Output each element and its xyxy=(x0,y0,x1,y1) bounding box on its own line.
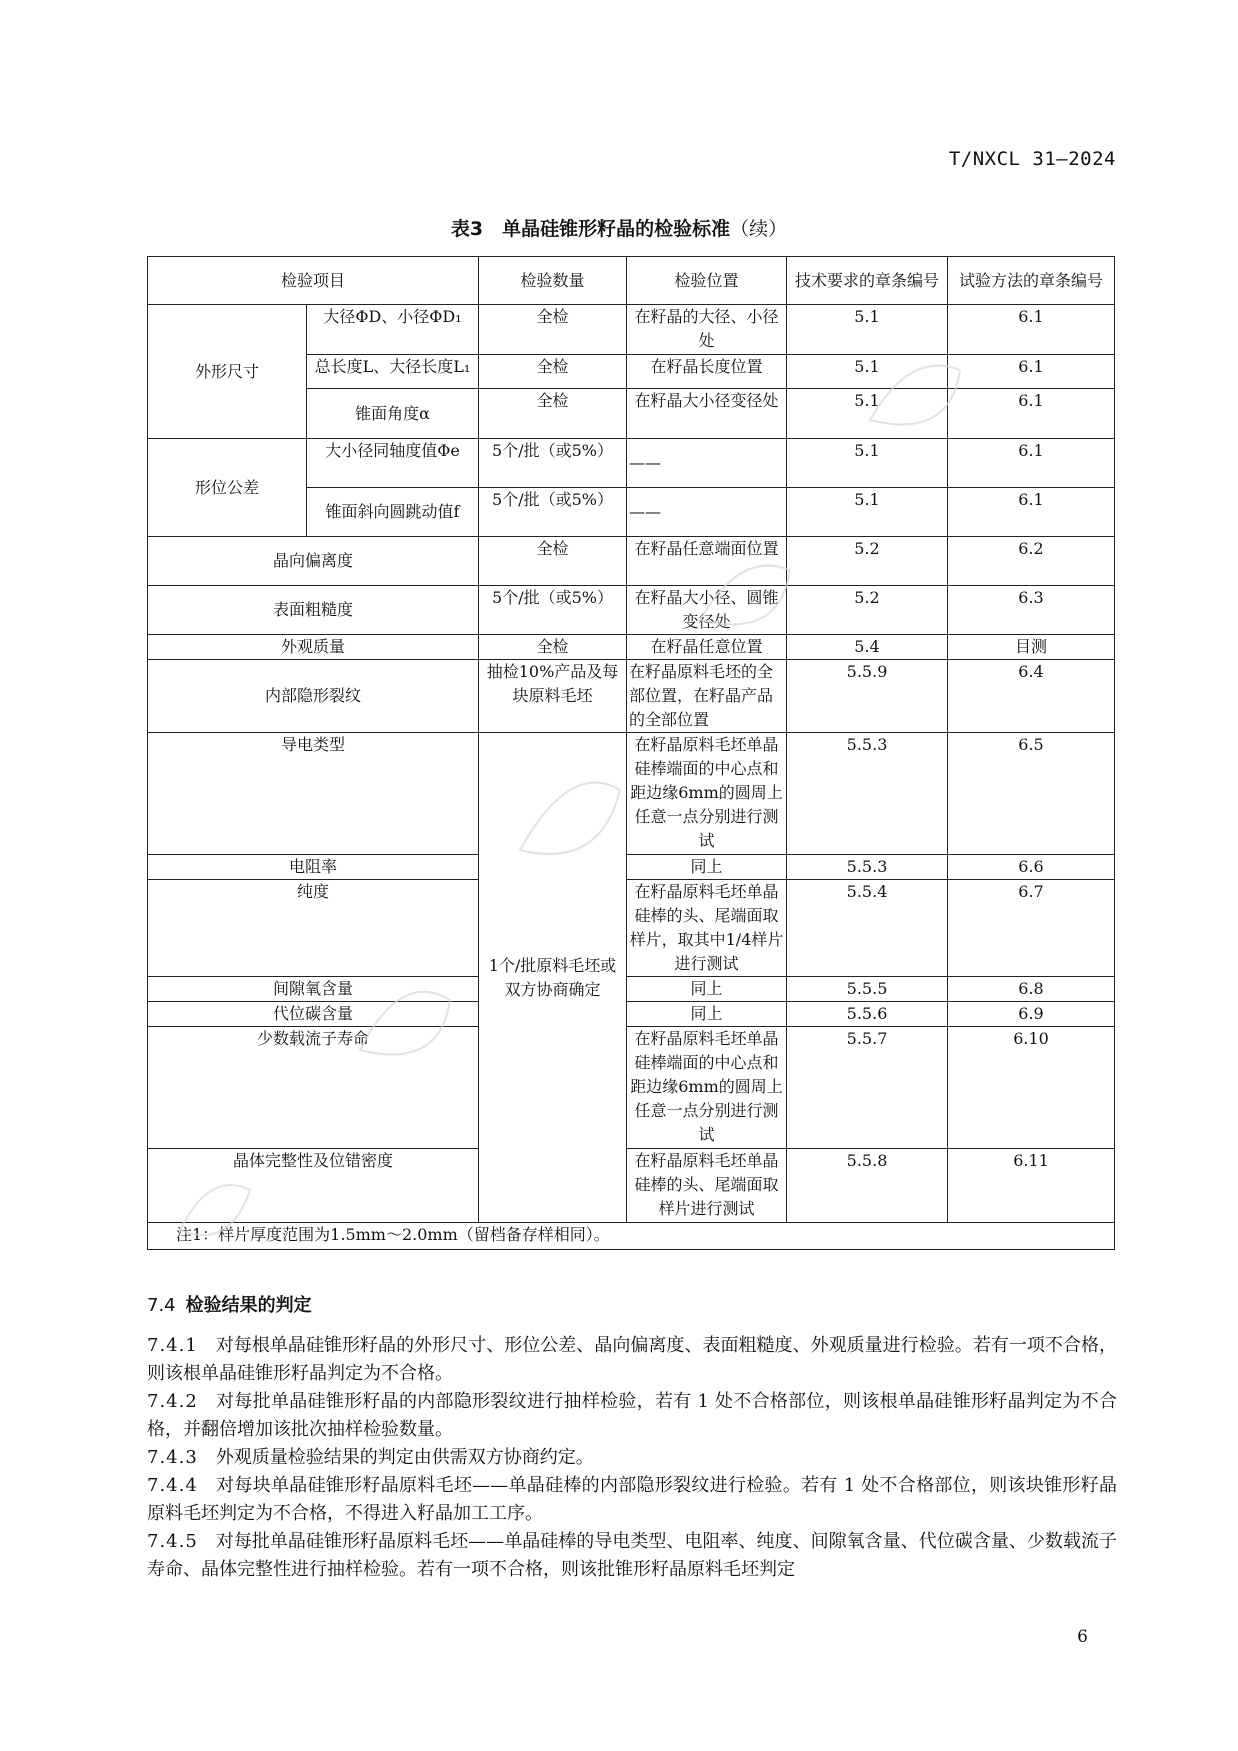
row-requirement: 5.5.9 xyxy=(787,660,948,733)
table-row xyxy=(148,439,1115,488)
table-row xyxy=(148,855,1115,880)
row-method: 6.4 xyxy=(948,660,1115,733)
row-quantity: 抽检10%产品及每块原料毛坯 xyxy=(479,660,627,733)
row-requirement: 5.5.6 xyxy=(787,1002,948,1027)
paragraph-number: 7.4.5 xyxy=(147,1531,198,1552)
row-item: 代位碳含量 xyxy=(148,1002,479,1027)
row-requirement: 5.5.5 xyxy=(787,977,948,1002)
row-quantity: 5个/批（或5%） xyxy=(479,439,627,488)
group-label-form-tolerance: 形位公差 xyxy=(148,439,307,537)
row-method: 6.10 xyxy=(948,1027,1115,1149)
row-method: 6.6 xyxy=(948,855,1115,880)
paragraph-text: 外观质量检验结果的判定由供需双方协商约定。 xyxy=(215,1447,594,1468)
table-title-suffix: （续） xyxy=(730,218,788,240)
row-quantity: 5个/批（或5%） xyxy=(479,488,627,537)
paragraph xyxy=(147,1528,1117,1584)
section-title: 检验结果的判定 xyxy=(185,1295,312,1316)
row-requirement: 5.1 xyxy=(787,488,948,537)
table-row xyxy=(148,977,1115,1002)
table-row xyxy=(148,305,1115,355)
row-requirement: 5.5.7 xyxy=(787,1027,948,1149)
table-row xyxy=(148,733,1115,855)
row-method: 6.1 xyxy=(948,355,1115,389)
row-position: 在籽晶任意位置 xyxy=(627,635,787,660)
row-item: 导电类型 xyxy=(148,733,479,855)
row-requirement: 5.5.3 xyxy=(787,733,948,855)
row-item: 少数载流子寿命 xyxy=(148,1027,479,1149)
row-position: 同上 xyxy=(627,855,787,880)
row-method: 6.1 xyxy=(948,389,1115,439)
row-requirement: 5.5.3 xyxy=(787,855,948,880)
row-requirement: 5.5.8 xyxy=(787,1149,948,1223)
row-quantity: 5个/批（或5%） xyxy=(479,586,627,635)
table-row xyxy=(148,660,1115,733)
row-method: 6.8 xyxy=(948,977,1115,1002)
row-item: 大小径同轴度值Φe xyxy=(307,439,479,488)
paragraph-number: 7.4.1 xyxy=(147,1335,198,1356)
table-row xyxy=(148,880,1115,977)
table-row xyxy=(148,1002,1115,1027)
row-position: 在籽晶大小径、圆锥变径处 xyxy=(627,586,787,635)
row-position: 在籽晶原料毛坯单晶硅棒端面的中心点和距边缘6mm的圆周上任意一点分别进行测试 xyxy=(627,1027,787,1149)
row-method: 6.1 xyxy=(948,305,1115,355)
row-item: 间隙氧含量 xyxy=(148,977,479,1002)
paragraph-text: 对每批单晶硅锥形籽晶的内部隐形裂纹进行抽样检验，若有 1 处不合格部位，则该根单晶硅锥形籽晶判定为不合格，并翻倍增加该批次抽样检验数量。 xyxy=(147,1391,1117,1440)
row-method: 6.1 xyxy=(948,488,1115,537)
col-header-requirement-clause: 技术要求的章条编号 xyxy=(787,257,948,305)
row-position: 在籽晶原料毛坯的全部位置，在籽晶产品的全部位置 xyxy=(627,660,787,733)
row-position: 同上 xyxy=(627,977,787,1002)
table-row xyxy=(148,586,1115,635)
table-note-row xyxy=(148,1223,1115,1250)
col-header-item: 检验项目 xyxy=(148,257,479,305)
row-item: 外观质量 xyxy=(148,635,479,660)
paragraph xyxy=(147,1388,1117,1444)
row-item: 晶体完整性及位错密度 xyxy=(148,1149,479,1223)
row-position: —— xyxy=(627,439,787,488)
table-row xyxy=(148,1149,1115,1223)
paragraph-text: 对每根单晶硅锥形籽晶的外形尺寸、形位公差、晶向偏离度、表面粗糙度、外观质量进行检验。若有一项不合格，则该根单晶硅锥形籽晶判定为不合格。 xyxy=(147,1335,1117,1384)
row-quantity: 全检 xyxy=(479,355,627,389)
row-position: 在籽晶原料毛坯单晶硅棒端面的中心点和距边缘6mm的圆周上任意一点分别进行测试 xyxy=(627,733,787,855)
row-item: 纯度 xyxy=(148,880,479,977)
inspection-standard-table xyxy=(147,256,1115,1250)
row-quantity: 全检 xyxy=(479,537,627,586)
row-position: 在籽晶长度位置 xyxy=(627,355,787,389)
row-item: 表面粗糙度 xyxy=(148,586,479,635)
row-quantity: 全检 xyxy=(479,305,627,355)
paragraph xyxy=(147,1444,1117,1472)
document-code: T/NXCL 31—2024 xyxy=(948,148,1116,170)
row-requirement: 5.4 xyxy=(787,635,948,660)
row-item: 内部隐形裂纹 xyxy=(148,660,479,733)
section-heading xyxy=(147,1292,1117,1320)
row-method: 6.7 xyxy=(948,880,1115,977)
row-method: 6.2 xyxy=(948,537,1115,586)
col-header-quantity: 检验数量 xyxy=(479,257,627,305)
row-position: 在籽晶的大径、小径处 xyxy=(627,305,787,355)
row-position: 在籽晶任意端面位置 xyxy=(627,537,787,586)
col-header-position: 检验位置 xyxy=(627,257,787,305)
row-position: 在籽晶大小径变径处 xyxy=(627,389,787,439)
merged-quantity-cell: 1个/批原料毛坯或双方协商确定 xyxy=(479,733,627,1223)
row-method: 目测 xyxy=(948,635,1115,660)
paragraph-number: 7.4.2 xyxy=(147,1391,198,1412)
row-item: 锥面斜向圆跳动值f xyxy=(307,488,479,537)
table-title xyxy=(0,214,1238,241)
table-title-text: 表3 单晶硅锥形籽晶的检验标准 xyxy=(450,218,731,240)
col-header-method-clause: 试验方法的章条编号 xyxy=(948,257,1115,305)
page-number: 6 xyxy=(1077,1627,1088,1647)
paragraph-number: 7.4.4 xyxy=(147,1475,198,1496)
row-method: 6.9 xyxy=(948,1002,1115,1027)
paragraph-text: 对每块单晶硅锥形籽晶原料毛坯——单晶硅棒的内部隐形裂纹进行检验。若有 1 处不合格部位，则该块锥形籽晶原料毛坯判定为不合格，不得进入籽晶加工工序。 xyxy=(147,1475,1117,1524)
paragraph-number: 7.4.3 xyxy=(147,1447,198,1468)
paragraph-text: 对每批单晶硅锥形籽晶原料毛坯——单晶硅棒的导电类型、电阻率、纯度、间隙氧含量、代位碳含量、少数载流子寿命、晶体完整性进行抽样检验。若有一项不合格，则该批锥形籽晶原料毛坯判定 xyxy=(147,1531,1117,1580)
row-requirement: 5.2 xyxy=(787,537,948,586)
table-row xyxy=(148,1027,1115,1149)
row-requirement: 5.1 xyxy=(787,355,948,389)
row-item: 大径ΦD、小径ΦD₁ xyxy=(307,305,479,355)
row-item: 晶向偏离度 xyxy=(148,537,479,586)
row-item: 电阻率 xyxy=(148,855,479,880)
row-requirement: 5.1 xyxy=(787,389,948,439)
row-position: 同上 xyxy=(627,1002,787,1027)
paragraph xyxy=(147,1332,1117,1388)
table-row xyxy=(148,537,1115,586)
row-quantity: 全检 xyxy=(479,389,627,439)
row-method: 6.5 xyxy=(948,733,1115,855)
table-header-row xyxy=(148,257,1115,305)
paragraph xyxy=(147,1472,1117,1528)
row-method: 6.3 xyxy=(948,586,1115,635)
row-requirement: 5.2 xyxy=(787,586,948,635)
row-position: —— xyxy=(627,488,787,537)
row-item: 总长度L、大径长度L₁ xyxy=(307,355,479,389)
row-position: 在籽晶原料毛坯单晶硅棒的头、尾端面取样片进行测试 xyxy=(627,1149,787,1223)
row-requirement: 5.1 xyxy=(787,439,948,488)
row-method: 6.1 xyxy=(948,439,1115,488)
section-body xyxy=(147,1332,1117,1584)
row-requirement: 5.1 xyxy=(787,305,948,355)
section-number: 7.4 xyxy=(147,1295,176,1316)
row-quantity: 全检 xyxy=(479,635,627,660)
row-method: 6.11 xyxy=(948,1149,1115,1223)
table-note: 注1：样片厚度范围为1.5mm～2.0mm（留档备存样相同）。 xyxy=(148,1223,1115,1250)
row-requirement: 5.5.4 xyxy=(787,880,948,977)
group-label-shape-size: 外形尺寸 xyxy=(148,305,307,439)
row-item: 锥面角度α xyxy=(307,389,479,439)
table-row xyxy=(148,635,1115,660)
row-position: 在籽晶原料毛坯单晶硅棒的头、尾端面取样片，取其中1/4样片进行测试 xyxy=(627,880,787,977)
